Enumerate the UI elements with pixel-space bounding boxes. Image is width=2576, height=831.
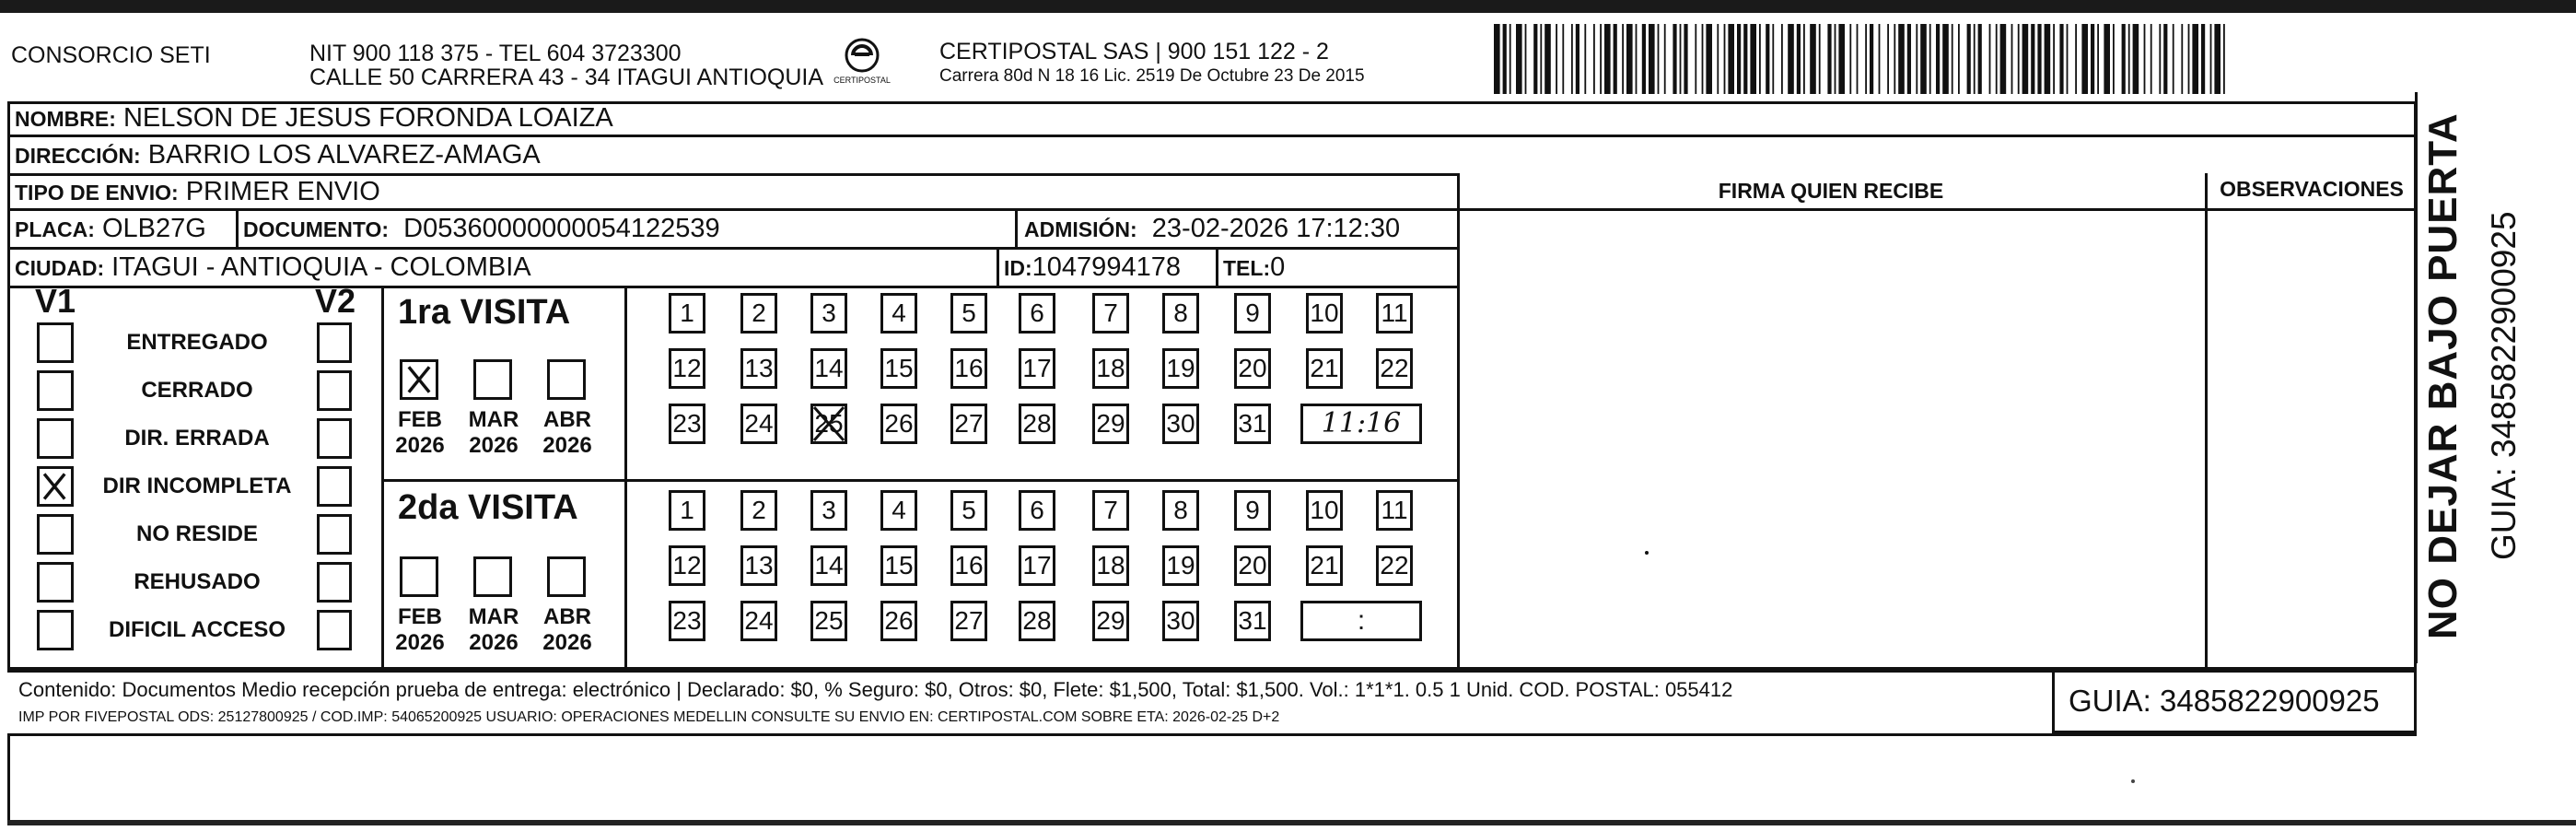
v1-checkbox[interactable] — [37, 322, 74, 363]
tipo-envio-field: TIPO DE ENVIO: PRIMER ENVIO — [15, 177, 380, 206]
month-days-divider — [624, 287, 627, 669]
v1-checkbox[interactable] — [37, 610, 74, 650]
day-box[interactable]: 15 — [880, 348, 917, 389]
barcode-bar — [1706, 24, 1712, 94]
barcode-bar — [2067, 24, 2069, 94]
barcode-bar — [2201, 24, 2205, 94]
tel-field: TEL:0 — [1223, 252, 1286, 282]
v1-checkbox[interactable] — [37, 418, 74, 459]
day-box[interactable]: 3 — [810, 293, 847, 334]
day-box[interactable]: 30 — [1162, 404, 1199, 444]
day-box[interactable]: 30 — [1162, 601, 1199, 641]
barcode-bar — [1835, 24, 1836, 94]
day-box[interactable]: 15 — [880, 545, 917, 586]
barcode-bar — [1827, 24, 1831, 94]
barcode-bar — [1664, 24, 1666, 94]
day-box[interactable]: 25 — [810, 601, 847, 641]
day-box[interactable]: 2 — [740, 490, 777, 531]
day-box[interactable]: 16 — [950, 348, 987, 389]
status-label: ENTREGADO — [126, 330, 268, 355]
month-name: MAR — [468, 604, 519, 629]
day-box[interactable]: 21 — [1306, 545, 1343, 586]
month-checkbox-feb[interactable] — [400, 359, 438, 400]
day-box[interactable]: 17 — [1019, 545, 1055, 586]
guia-footer: GUIA: 3485822900925 — [2069, 684, 2380, 718]
v1-checkbox[interactable] — [37, 562, 74, 603]
documento-field: DOCUMENTO: D05360000000054122539 — [243, 214, 720, 243]
barcode-bar — [1636, 24, 1638, 94]
row-line — [7, 208, 2417, 211]
barcode-bar — [1680, 24, 1682, 94]
barcode-bar — [1781, 24, 1783, 94]
visit-separator — [381, 479, 1459, 482]
barcode-bar — [2045, 24, 2051, 94]
month-label — [387, 407, 453, 459]
day-box[interactable]: 14 — [810, 348, 847, 389]
month-checkbox-mar[interactable] — [473, 556, 512, 597]
carrier-line: CERTIPOSTAL SAS | 900 151 122 - 2 — [939, 39, 1329, 64]
signature-dot — [1645, 551, 1649, 555]
status-visit-divider — [381, 287, 384, 669]
time-box[interactable]: 11:16 — [1300, 404, 1422, 444]
barcode-bar — [1759, 24, 1761, 94]
barcode-bar — [2022, 24, 2029, 94]
visit-1-title: 1ra VISITA — [398, 293, 571, 332]
day-box[interactable]: 4 — [880, 490, 917, 531]
v2-checkbox[interactable] — [317, 562, 352, 603]
barcode-bar — [1967, 24, 1971, 94]
barcode-bar — [1614, 24, 1617, 94]
status-label: CERRADO — [141, 378, 253, 403]
day-box[interactable]: 9 — [1234, 490, 1271, 531]
barcode-bar — [1942, 24, 1949, 94]
barcode-bar — [1865, 24, 1867, 94]
day-box[interactable]: 29 — [1092, 601, 1129, 641]
day-box[interactable]: 4 — [880, 293, 917, 334]
day-box[interactable]: 9 — [1234, 293, 1271, 334]
barcode — [1494, 24, 2227, 94]
month-checkbox-abr[interactable] — [547, 556, 586, 597]
row-line — [7, 247, 1459, 250]
barcode-bar — [1684, 24, 1687, 94]
cell-divider — [1015, 210, 1018, 249]
barcode-bar — [1803, 24, 1805, 94]
observaciones-header: OBSERVACIONES — [2220, 177, 2404, 201]
day-box[interactable]: 7 — [1092, 293, 1129, 334]
barcode-bar — [2192, 24, 2198, 94]
barcode-bar — [2031, 24, 2034, 94]
barcode-bar — [2081, 24, 2088, 94]
v1-checkbox[interactable] — [37, 514, 74, 555]
barcode-bar — [1571, 24, 1573, 94]
day-box[interactable]: 13 — [740, 348, 777, 389]
month-name: ABR — [543, 407, 591, 432]
day-checked-mark — [810, 404, 847, 444]
barcode-bar — [1849, 24, 1851, 94]
barcode-bar — [2181, 24, 2183, 94]
address-line: CALLE 50 CARRERA 43 - 34 ITAGUI ANTIOQUIA — [309, 64, 824, 90]
barcode-bar — [1600, 24, 1602, 94]
month-year: 2026 — [542, 630, 592, 655]
barcode-bar — [2163, 24, 2167, 94]
day-box[interactable]: 7 — [1092, 490, 1129, 531]
barcode-bar — [1838, 24, 1845, 94]
barcode-bar — [1907, 24, 1911, 94]
placa-field: PLACA: OLB27G — [15, 214, 206, 243]
day-box[interactable]: 26 — [880, 601, 917, 641]
status-label: DIFICIL ACCESO — [108, 617, 286, 642]
day-box[interactable]: 28 — [1019, 601, 1055, 641]
day-box[interactable]: 24 — [740, 601, 777, 641]
v1-checkbox[interactable] — [37, 466, 74, 507]
v2-checkbox[interactable] — [317, 514, 352, 555]
barcode-bar — [2223, 24, 2225, 94]
barcode-bar — [1743, 24, 1747, 94]
row-line — [7, 173, 1459, 176]
month-name: FEB — [398, 604, 442, 629]
day-box[interactable]: 11 — [1376, 490, 1413, 531]
day-box[interactable]: 19 — [1162, 348, 1199, 389]
status-label: NO RESIDE — [135, 521, 259, 546]
barcode-bar — [1978, 24, 1982, 94]
barcode-bar — [1898, 24, 1905, 94]
barcode-bar — [2059, 24, 2063, 94]
month-name: ABR — [543, 604, 591, 629]
month-name: MAR — [468, 407, 519, 432]
barcode-bar — [1916, 24, 1917, 94]
barcode-bar — [1958, 24, 1960, 94]
side-guia: GUIA: 3485822900925 — [2485, 211, 2523, 560]
day-box[interactable]: 21 — [1306, 348, 1343, 389]
month-label — [387, 604, 453, 656]
barcode-bar — [1819, 24, 1821, 94]
month-label — [534, 604, 600, 656]
logo-text: CERTIPOSTAL — [833, 76, 891, 85]
barcode-bar — [1604, 24, 1611, 94]
id-field: ID:1047994178 — [1004, 252, 1181, 282]
day-box[interactable]: 23 — [669, 404, 705, 444]
month-year: 2026 — [395, 433, 445, 458]
barcode-bar — [1695, 24, 1696, 94]
day-box[interactable]: 12 — [669, 545, 705, 586]
barcode-bar — [1576, 24, 1579, 94]
barcode-bar — [1920, 24, 1927, 94]
day-box[interactable]: 18 — [1092, 545, 1129, 586]
day-box[interactable]: 22 — [1376, 348, 1413, 389]
barcode-bar — [2091, 24, 2094, 94]
cell-divider — [1216, 249, 1218, 287]
barcode-bar — [1766, 24, 1769, 94]
barcode-bar — [1750, 24, 1756, 94]
v1-checkbox[interactable] — [37, 370, 74, 411]
barcode-bar — [2214, 24, 2220, 94]
v2-checkbox[interactable] — [317, 610, 352, 650]
v2-checkbox[interactable] — [317, 466, 352, 507]
day-box[interactable]: 20 — [1234, 348, 1271, 389]
barcode-bar — [1626, 24, 1633, 94]
day-box[interactable]: 27 — [950, 404, 987, 444]
barcode-bar — [1593, 24, 1595, 94]
barcode-bar — [2037, 24, 2041, 94]
barcode-bar — [1894, 24, 1895, 94]
no-dejar-notice: NO DEJAR BAJO PUERTA — [2420, 112, 2465, 639]
barcode-bar — [1857, 24, 1859, 94]
day-box[interactable]: 18 — [1092, 348, 1129, 389]
status-label: DIR. ERRADA — [124, 426, 270, 451]
barcode-bar — [1717, 24, 1719, 94]
day-box[interactable]: 23 — [669, 601, 705, 641]
nit-line: NIT 900 118 375 - TEL 604 3723300 — [309, 41, 682, 66]
barcode-bar — [1622, 24, 1624, 94]
barcode-bar — [1702, 24, 1704, 94]
company-name: CONSORCIO SETI — [11, 42, 211, 68]
barcode-bar — [1728, 24, 1734, 94]
barcode-bar — [1584, 24, 1586, 94]
visit-2-title: 2da VISITA — [398, 488, 578, 527]
col-divider-firma — [1457, 173, 1460, 669]
month-checkbox-abr[interactable] — [547, 359, 586, 400]
barcode-bar — [1724, 24, 1726, 94]
status-label: REHUSADO — [134, 569, 261, 594]
stray-mark — [2131, 779, 2135, 783]
admision-field: ADMISIÓN: 23-02-2026 17:12:30 — [1024, 214, 1401, 243]
direccion-field: DIRECCIÓN: BARRIO LOS ALVAREZ-AMAGA — [15, 140, 541, 170]
lower-line — [7, 733, 2417, 736]
day-box[interactable]: 3 — [810, 490, 847, 531]
day-box[interactable]: 10 — [1306, 490, 1343, 531]
month-year: 2026 — [469, 433, 519, 458]
day-box[interactable]: 5 — [950, 293, 987, 334]
top-edge-band — [0, 0, 2576, 13]
barcode-bar — [1810, 24, 1816, 94]
day-box[interactable]: 8 — [1162, 293, 1199, 334]
firma-header: FIRMA QUIEN RECIBE — [1718, 179, 1944, 203]
barcode-bar — [1879, 24, 1881, 94]
barcode-bar — [1996, 24, 1998, 94]
barcode-bar — [2122, 24, 2126, 94]
barcode-bar — [1642, 24, 1646, 94]
barcode-bar — [1772, 24, 1774, 94]
day-box[interactable]: 19 — [1162, 545, 1199, 586]
cell-divider — [997, 249, 999, 287]
barcode-bar — [2188, 24, 2190, 94]
barcode-bar — [2210, 24, 2212, 94]
day-box[interactable]: 26 — [880, 404, 917, 444]
barcode-bar — [1974, 24, 1976, 94]
month-label — [460, 407, 527, 459]
barcode-bar — [1509, 24, 1511, 94]
day-box[interactable]: 20 — [1234, 545, 1271, 586]
barcode-bar — [1673, 24, 1676, 94]
row-line — [7, 135, 2417, 137]
certipostal-logo — [829, 35, 895, 90]
barcode-bar — [1562, 24, 1564, 94]
contenido-text: Contenido: Documentos Medio recepción prueba de entrega: electrónico | Declarado: $0, % Seguro: $0, Otros: $0, Flete: $1,500, Total: $1,500. Vol.: 1*1*1. 0.5 1 Unid. COD. POSTAL: 055412 — [18, 678, 1733, 701]
lower-left-edge — [7, 733, 10, 825]
day-box[interactable]: 8 — [1162, 490, 1199, 531]
barcode-bar — [1929, 24, 1931, 94]
day-box[interactable]: 12 — [669, 348, 705, 389]
barcode-bar — [1516, 24, 1522, 94]
barcode-bar — [2053, 24, 2055, 94]
day-box[interactable]: 1 — [669, 293, 705, 334]
month-year: 2026 — [542, 433, 592, 458]
day-box[interactable]: 16 — [950, 545, 987, 586]
barcode-bar — [2159, 24, 2161, 94]
day-box[interactable]: 28 — [1019, 404, 1055, 444]
day-box[interactable]: 25 — [810, 404, 847, 444]
barcode-bar — [2000, 24, 2007, 94]
row-line — [7, 286, 1459, 288]
barcode-bar — [1494, 24, 1500, 94]
day-box[interactable]: 5 — [950, 490, 987, 531]
v2-checkbox[interactable] — [317, 322, 352, 363]
month-year: 2026 — [395, 630, 445, 655]
barcode-bar — [2104, 24, 2110, 94]
v2-checkbox[interactable] — [317, 418, 352, 459]
month-checkbox-mar[interactable] — [473, 359, 512, 400]
barcode-bar — [1658, 24, 1660, 94]
month-label — [460, 604, 527, 656]
status-label: DIR INCOMPLETA — [102, 474, 292, 498]
barcode-bar — [1797, 24, 1801, 94]
month-name: FEB — [398, 407, 442, 432]
month-checkbox-feb[interactable] — [400, 556, 438, 597]
barcode-bar — [2018, 24, 2020, 94]
day-box[interactable]: 11 — [1376, 293, 1413, 334]
day-box[interactable]: 17 — [1019, 348, 1055, 389]
barcode-bar — [1936, 24, 1940, 94]
barcode-bar — [1540, 24, 1542, 94]
bottom-edge-band — [7, 820, 2576, 825]
barcode-bar — [1556, 24, 1557, 94]
day-box[interactable]: 6 — [1019, 490, 1055, 531]
barcode-bar — [2173, 24, 2174, 94]
day-box[interactable]: 24 — [740, 404, 777, 444]
ciudad-field: CIUDAD: ITAGUI - ANTIOQUIA - COLOMBIA — [15, 252, 531, 282]
day-box[interactable]: 6 — [1019, 293, 1055, 334]
barcode-bar — [1952, 24, 1953, 94]
col-divider-obs — [2205, 173, 2208, 669]
barcode-bar — [1788, 24, 1794, 94]
barcode-bar — [2011, 24, 2013, 94]
barcode-bar — [1887, 24, 1889, 94]
imp-text: IMP POR FIVEPOSTAL ODS: 25127800925 / COD.IMP: 54065200925 USUARIO: OPERACIONES MEDELLIN CONSULTE SU ENVIO EN: CERTIPOSTAL.COM SOBRE ETA: 2026-02-25 D+2 — [18, 709, 1280, 725]
license-line: Carrera 80d N 18 16 Lic. 2519 De Octubre 23 De 2015 — [939, 66, 1365, 86]
day-box[interactable]: 31 — [1234, 404, 1271, 444]
day-box[interactable]: 2 — [740, 293, 777, 334]
time-box[interactable]: : — [1300, 601, 1422, 641]
barcode-bar — [1503, 24, 1507, 94]
day-box[interactable]: 10 — [1306, 293, 1343, 334]
barcode-bar — [2144, 24, 2146, 94]
barcode-bar — [2151, 24, 2152, 94]
day-box[interactable]: 1 — [669, 490, 705, 531]
day-box[interactable]: 22 — [1376, 545, 1413, 586]
cell-divider — [236, 210, 239, 249]
barcode-bar — [1737, 24, 1741, 94]
day-box[interactable]: 31 — [1234, 601, 1271, 641]
day-box[interactable]: 27 — [950, 601, 987, 641]
v1-label: V1 — [35, 282, 76, 320]
day-box[interactable]: 13 — [740, 545, 777, 586]
barcode-bar — [1870, 24, 1873, 94]
nombre-field: NOMBRE: NELSON DE JESUS FORONDA LOAIZA — [15, 103, 613, 133]
month-year: 2026 — [469, 630, 519, 655]
barcode-bar — [1533, 24, 1537, 94]
day-box[interactable]: 29 — [1092, 404, 1129, 444]
barcode-bar — [2075, 24, 2077, 94]
month-label — [534, 407, 600, 459]
barcode-bar — [1525, 24, 1527, 94]
v2-label: V2 — [315, 282, 356, 320]
barcode-bar — [2128, 24, 2130, 94]
barcode-bar — [1544, 24, 1551, 94]
day-box[interactable]: 14 — [810, 545, 847, 586]
barcode-bar — [2097, 24, 2099, 94]
barcode-bar — [1989, 24, 1991, 94]
barcode-bar — [1649, 24, 1655, 94]
barcode-bar — [2113, 24, 2115, 94]
barcode-bar — [2133, 24, 2139, 94]
v2-checkbox[interactable] — [317, 370, 352, 411]
